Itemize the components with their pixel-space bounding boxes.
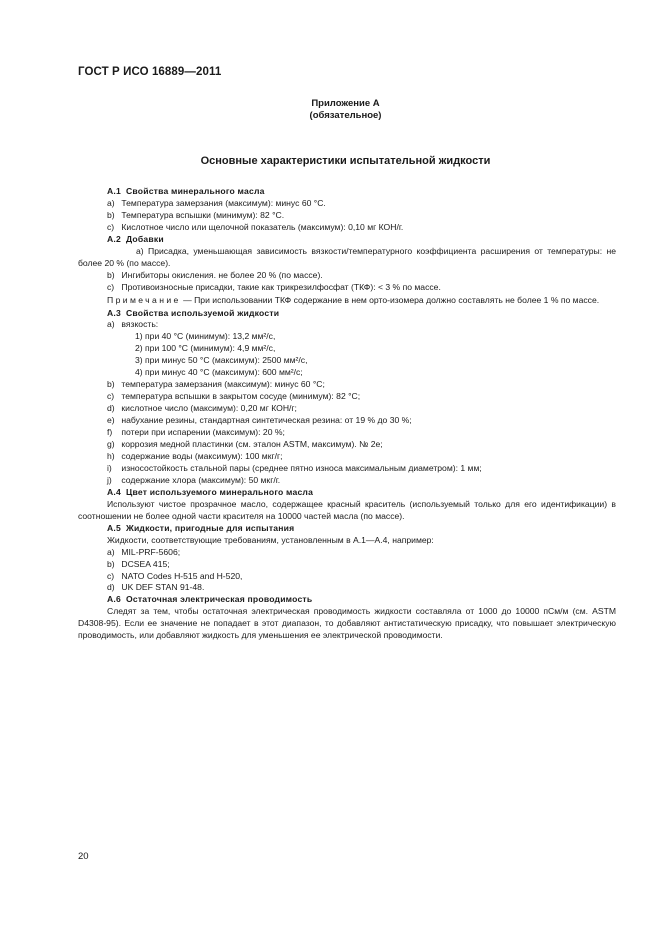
list-item: с) температура вспышки в закрытом сосуде (минимум): 82 °С; — [107, 391, 361, 402]
list-item: i) износостойкость стальной пары (среднее пятно износа максимальным диаметром): 1 мм; — [107, 462, 482, 473]
section-heading-a3: А.3 Свойства используемой жидкости — [107, 307, 280, 318]
appendix-heading — [0, 98, 661, 122]
section-heading-a1: А.1 Свойства минерального масла — [107, 186, 265, 196]
list-item: b) температура замерзания (максимум): минус 60 °С; — [107, 379, 325, 390]
sub-list-item: 2) при 100 °С (минимум): 4,9 мм²/с, — [135, 343, 276, 354]
document-title: Основные характеристики испытательной жидкости — [200, 155, 491, 167]
sub-list-item: 3) при минус 50 °С (максимум): 2500 мм²/с, — [135, 355, 308, 366]
page-number: 20 — [78, 851, 89, 862]
list-item: а) MIL-PRF-5606; — [107, 546, 181, 557]
list-item: h) содержание воды (максимум): 100 мкг/г; — [107, 450, 283, 461]
list-item: с) Противоизносные присадки, такие как трикрезилфосфат (ТКФ): < 3 % по массе. — [107, 281, 441, 292]
document-body — [78, 186, 616, 642]
paragraph: Следят за тем, чтобы остаточная электрическая проводимость жидкости составляла от 1000 до 10000 пСм/м (см. ASTM D4308-95). Если ее значение не попадает в этот диапазон, то добавляют антистатическую присадку, что повышает электрическую проводимость, или добавляют жидкость для уменьшения ее электрической проводимости. — [78, 606, 616, 641]
paragraph: Жидкости, соответствующие требованиям, установленным в А.1—А.4, например: — [107, 534, 434, 545]
section-heading-a4: А.4 Цвет используемого минерального масла — [107, 486, 314, 497]
note-label: Примечание — [107, 294, 181, 305]
list-item: d) кислотное число (максимум): 0,20 мг КОН/г; — [107, 403, 297, 414]
sub-list-item: 4) при минус 40 °С (максимум): 600 мм²/с; — [135, 367, 303, 378]
section-heading-a2: А.2 Добавки — [107, 233, 164, 244]
appendix-title: Приложение А — [311, 98, 380, 109]
list-item: а) Температура замерзания (максимум): минус 60 °С. — [107, 197, 326, 208]
list-item: g) коррозия медной пластинки (см. эталон ASTM, максимум). № 2е; — [107, 439, 383, 450]
standard-header: ГОСТ Р ИСО 16889—2011 — [78, 66, 222, 78]
list-item: j) содержание хлора (максимум): 50 мкг/г. — [107, 474, 281, 485]
list-item: е) набухание резины, стандартная синтетическая резина: от 19 % до 30 %; — [107, 415, 412, 426]
list-item: а) Присадка, уменьшающая зависимость вязкости/температурного коэффициента расширения от температуры: не более 20 % (по массе). — [78, 245, 617, 268]
list-item: с) NATO Codes H-515 and H-520, — [107, 570, 243, 581]
list-item: b) DCSEA 415; — [107, 558, 170, 569]
list-item: b) Ингибиторы окисления. не более 20 % (по массе). — [107, 269, 323, 280]
section-heading-a6: А.6 Остаточная электрическая проводимость — [107, 594, 313, 605]
list-item: b) Температура вспышки (минимум): 82 °С. — [107, 209, 285, 220]
list-item: с) Кислотное число или щелочной показатель (максимум): 0,10 мг КОН/г. — [107, 221, 404, 232]
list-item: а) вязкость: — [107, 319, 159, 330]
appendix-subtitle: (обязательное) — [309, 110, 382, 121]
sub-list-item: 1) при 40 °С (минимум): 13,2 мм²/с, — [135, 331, 276, 342]
list-item: f) потери при испарении (максимум): 20 %; — [107, 427, 285, 438]
list-item: d) UK DEF STAN 91-48. — [107, 582, 205, 593]
section-heading-a5: А.5 Жидкости, пригодные для испытания — [107, 522, 295, 533]
paragraph: Используют чистое прозрачное масло, содержащее красный краситель (используемый только для его идентификации) в соотношении не более одной части красителя на 10000 частей масла (по массе). — [78, 498, 616, 521]
note-paragraph: Примечание — При использовании ТКФ содержание в нем орто-изомера должно составлять не более 1 % по массе. — [107, 294, 600, 305]
